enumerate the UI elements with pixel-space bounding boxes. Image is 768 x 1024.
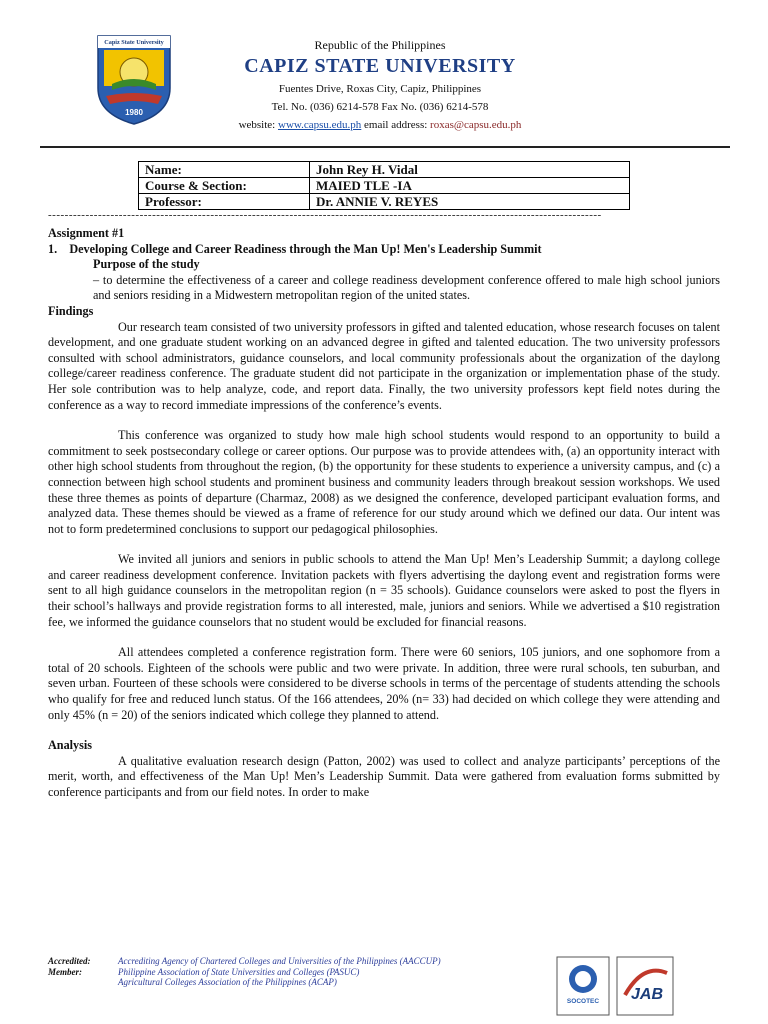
email-label: email address: bbox=[361, 119, 431, 131]
jab-text: JAB bbox=[630, 986, 664, 1003]
table-row bbox=[139, 178, 630, 194]
socotec-badge-icon bbox=[557, 957, 609, 1015]
telephone-line: Tel. No. (036) 6214-578 Fax No. (036) 6214-578 bbox=[271, 101, 489, 113]
analysis-heading: Analysis bbox=[48, 738, 93, 753]
table-row bbox=[139, 162, 630, 178]
logo-year-text: 1980 bbox=[125, 108, 143, 117]
member-label: Member: bbox=[48, 966, 82, 977]
republic-line: Republic of the Philippines bbox=[314, 38, 446, 52]
document-body bbox=[48, 226, 720, 816]
jab-badge-icon bbox=[617, 957, 673, 1015]
analysis-paragraph-1: A qualitative evaluation research design (Patton, 2002) was used to collect and analyze participants’ perceptions of the merit, worth, and effectiveness of the Man Up! Men’s Leadership Summit. Data were gathered from evaluation forms submitted by conference participants and from our field notes. In order to make bbox=[48, 753, 720, 799]
logo-name-text: Capiz State University bbox=[104, 39, 164, 46]
university-name: CAPIZ STATE UNIVERSITY bbox=[244, 55, 516, 77]
website-line bbox=[150, 119, 610, 131]
item-number: 1. bbox=[48, 241, 58, 256]
purpose-heading: Purpose of the study bbox=[93, 257, 200, 272]
member-value-2: Agricultural Colleges Association of the Philippines (ACAP) bbox=[118, 977, 337, 987]
name-label: Name: bbox=[139, 162, 310, 178]
findings-heading: Findings bbox=[48, 303, 94, 318]
name-value: John Rey H. Vidal bbox=[310, 162, 630, 178]
header-rule bbox=[40, 146, 730, 148]
assignment-heading: Assignment #1 bbox=[48, 226, 125, 240]
findings-paragraph-2: This conference was organized to study how male high school students would respond to an opportunity to build a commitment to seek postsecondary college or career options. Our purpose was to provide attendees with, (a) an opportunity interact with other high school students from throughout the region, (b) the opportunity for these students to experience a university campus, and (c) a connection between high school students and prominent business and community leaders through breakout session workshops. We used these three themes as points of departure (Charmaz, 2008) as we designed the conference, developed participant evaluation forms, and analyzed data. These themes should be viewed as a frame of reference for our study around which we defined our data. Our intent was not to form predetermined conclusions to support our pedagogical philosophies. bbox=[48, 428, 720, 536]
course-value: MAIED TLE -IA bbox=[310, 178, 630, 194]
item-title-text: Developing College and Career Readiness through the Man Up! Men's Leadership Summit bbox=[69, 241, 542, 256]
professor-value: Dr. ANNIE V. REYES bbox=[310, 194, 630, 210]
socotec-text: SOCOTEC bbox=[566, 998, 600, 1005]
accredited-label: Accredited: bbox=[48, 956, 91, 966]
professor-label: Professor: bbox=[139, 194, 310, 210]
student-info-table bbox=[138, 161, 630, 210]
member-value-1: Philippine Association of State Universities and Colleges (PASUC) bbox=[118, 966, 360, 977]
findings-paragraph-4: All attendees completed a conference registration form. There were 60 seniors, 105 juniors, and one sophomore from a total of 20 schools. Eighteen of the schools were public and two were private. In addition, three were rural schools, ten suburban, and seven urban. Fourteen of these schools were considered to be diverse schools in terms of the percentage of students attending the schools who qualify for free and reduced lunch status. Of the 166 attendees, 20% (n= 33) had decided on which college they were attending and only 45% (n = 20) of the seniors indicated which college they planned to attend. bbox=[48, 645, 720, 722]
table-row bbox=[139, 194, 630, 210]
findings-paragraph-1: Our research team consisted of two university professors in gifted and talented education, whose research focuses on talent development, and one graduate student working on an advanced degree in gifted and talented education. The two university professors consulted with school administrators, guidance counselors, and local community professionals about the organization of the daylong college/career readiness conference. The graduate student did not participate in the organization or implementation phase of the study. Her sole contribution was to help analyze, code, and report data. Finally, the two university professors kept field notes during the conference as a way to record immediate impressions of the conference’s events. bbox=[48, 319, 720, 412]
item-title bbox=[48, 242, 720, 258]
findings-paragraph-3: We invited all juniors and seniors in public schools to attend the Man Up! Men’s Leadership Summit; a daylong college and career readiness development conference. Invitation packets with flyers advertising the daylong event and registration forms were sent to all high guidance counselors in the metropolitan region (n = 35 schools). Guidance counselors were asked to post the flyers in their school’s hallways and provide registration forms to all interested, male, juniors and seniors. While we advertised a $10 registration fee, we informed the guidance counselors that no student would be excluded for financial reasons. bbox=[48, 552, 720, 629]
accredited-value: Accrediting Agency of Chartered Colleges and Universities of the Philippines (AACCUP) bbox=[118, 956, 441, 966]
website-label: website: bbox=[238, 119, 278, 131]
university-address: Fuentes Drive, Roxas City, Capiz, Philippines bbox=[278, 83, 482, 95]
course-label: Course & Section: bbox=[139, 178, 310, 194]
purpose-text: – to determine the effectiveness of a career and college readiness development conference offered to male high school juniors and seniors residing in a Midwestern metropolitan region of the united states. bbox=[93, 272, 720, 303]
dashed-divider: ------------------------------------------------------------------------------------------------------------------------------------- bbox=[48, 209, 602, 221]
website-link[interactable]: www.capsu.edu.ph bbox=[278, 119, 362, 131]
email-link[interactable]: roxas@capsu.edu.ph bbox=[430, 119, 522, 131]
certification-badges bbox=[555, 955, 675, 1019]
footer-accreditation bbox=[48, 956, 518, 988]
